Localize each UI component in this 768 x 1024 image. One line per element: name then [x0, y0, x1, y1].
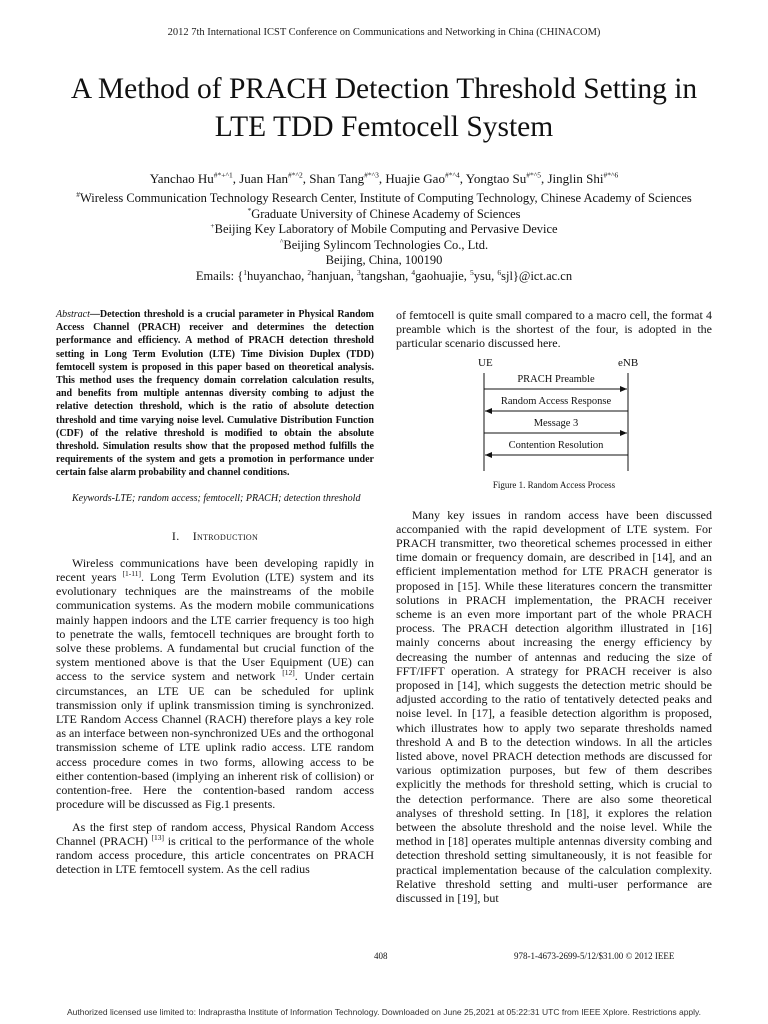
author-mark: #*^2 [288, 170, 303, 180]
affiliation-text: Beijing Sylincom Technologies Co., Ltd. [283, 237, 489, 252]
author-mark: #*^5 [526, 170, 541, 180]
keywords-text: LTE; random access; femtocell; PRACH; detection threshold [114, 492, 361, 504]
email-text: hanjuan, [311, 268, 357, 283]
abstract-lead: Abstract [56, 309, 90, 320]
message-arrow-head [620, 386, 627, 392]
email-text: sjl}@ict.ac.cn [501, 268, 573, 283]
author-name: Jinglin Shi [547, 171, 604, 186]
affiliation-line [0, 253, 768, 269]
author-mark: #*^4 [444, 170, 460, 180]
message-arrow-head [620, 430, 627, 436]
paragraph-text: . Under certain circumstances, an LTE UE can be scheduled for uplink transmission only if uplink transmission timing is synchronized. LTE Random Access Channel (RACH) therefore plays a key role as an interface between non-synchronized UEs and the orthogonal transmission scheme of LTE uplink radio access. LTE random access procedure comes in two forms, allowing access to be either contention-based (implying an inherent risk of collision) or contention-free. Here the contention-based random access procedure will be discussed as Fig.1 presents. [56, 669, 374, 812]
paragraph-text: . Long Term Evolution (LTE) system and its evolutionary techniques are the mainstreams of the mobile communication systems. As the modern mobile communications mainly happen indoors and the LTE carrier frequency is too high to penetrate the walls, femtocell techniques are brought forth to solve these problems. A fundamental but crucial function of the system mentioned above is that the User Equipment (UE) can access to the service system and network [56, 570, 374, 684]
message-label: Contention Resolution [508, 439, 604, 451]
email-mark: 5 [470, 267, 474, 277]
author-name: Juan Han [239, 171, 288, 186]
affiliation-text: Graduate University of Chinese Academy of Sciences [251, 206, 521, 221]
author-name: Huajie Gao [385, 171, 445, 186]
paper-title [30, 70, 738, 146]
right-column [396, 308, 712, 913]
affiliation-text: Beijing, China, 100190 [325, 253, 443, 268]
intro-paragraph-2 [56, 820, 374, 877]
paragraph-text: is critical to the performance of the whole random access procedure, this article concentrates on PRACH detection in LTE femtocell system. As the cell radius [56, 833, 374, 877]
abstract [56, 308, 374, 480]
page-number: 408 [374, 951, 388, 961]
right-paragraph-1: Many key issues in random access have been discussed accompanied with the rapid development of LTE system. For PRACH transmitter, two theoretical schemes processed in either time domain or frequency domain, are described in [14], and an efficient implementation method for LTE PRACH generator is proposed in [15]. While these literatures concern the transmitter solutions in PRACH implementation, the PRACH receiver scheme is an even more important part of the whole PRACH process. The PRACH detection algorithm illustrated in [16] mainly concerns about increasing the energy efficiency by decreasing the number of antennas and reducing the size of FFT/IFFT operation. A strategy for PRACH receiver is also proposed in [14], which suggests the detection metric should be adjusted according to the ratio of tentatively detected peaks and noise level. In [17], a feasible detection algorithm is proposed, which illustrates how to apply two separate thresholds named threshold A and B to the detection windows. In all the articles listed above, novel PRACH detection methods are discussed for various optimization purposes, but few of them describes explicitly the methods for threshold setting, which is crucial to the detection performance. There are also some theoretical analyses of threshold setting. In [18], it explores the relation between the absolute threshold and the noise level. While the method in [18] operates multiple antennas diversity combing and detection threshold setting simultaneously, it is not feasible for practical implementation because of the calculation complexity. Relative threshold setting and multi-user performance are discussed in [19], but [396, 507, 712, 906]
abstract-text: —Detection threshold is a crucial parameter in Physical Random Access Channel (PRACH) receiver and determines the detection performance and efficiency. A method of PRACH detection threshold setting in Long Term Evolution (LTE) Time Division Duplex (TDD) femtocell system is proposed in this paper based on theoretical analysis. This method uses the frequency domain correlation calculation results, and benefits from multiple antennas diversity combing to adjust the relative detection threshold, which is the ratio of absolute detection threshold and time varying noise level. Cumulative Distribution Function (CDF) of the relative threshold is modified to obtain the absolute threshold. Simulation results show that the proposed method fulfills the requirements of the system and gets a promotion in performance under certain false alarm probability and channel conditions. [56, 309, 374, 479]
email-text: tangshan, [360, 268, 412, 283]
affiliation-line [0, 191, 768, 207]
citation: [13] [151, 832, 165, 842]
affiliation-text: Beijing Key Laboratory of Mobile Computing and Pervasive Device [214, 222, 558, 237]
message-label: Message 3 [533, 417, 579, 429]
paragraph-text: As the first step of random access, Physical Random Access Channel (PRACH) [56, 819, 374, 848]
isbn-copyright: 978-1-4673-2699-5/12/$31.00 © 2012 IEEE [514, 951, 675, 961]
affiliations [0, 191, 768, 285]
right-paragraph-continued: of femtocell is quite small compared to a macro cell, the format 4 preamble which is the shortest of the four, is adopted in the particular scenario discussed here. [396, 308, 712, 351]
affiliation-mark: * [247, 205, 252, 215]
author-mark: #*^6 [603, 170, 619, 180]
email-mark: 6 [497, 267, 502, 277]
author-name: Yanchao Hu [149, 171, 214, 186]
section-heading-introduction [56, 529, 374, 544]
enb-label: eNB [618, 356, 639, 369]
affiliation-line [0, 207, 768, 223]
email-mark: 1 [243, 267, 247, 277]
figure-caption: Figure 1. Random Access Process [492, 479, 616, 490]
affiliation-mark: + [210, 221, 215, 231]
message-label: PRACH Preamble [517, 373, 595, 385]
email-mark: 3 [356, 267, 361, 277]
license-footer: Authorized licensed use limited to: Indraprastha Institute of Information Technology. Downloaded on June 25,2021 at 05:22:31 UTC from IEEE Xplore. Restrictions apply. [66, 1007, 702, 1017]
author-mark: #*+^1 [213, 170, 233, 180]
email-mark: 4 [411, 267, 416, 277]
author-name: Yongtao Su [465, 171, 527, 186]
affiliation-line [0, 238, 768, 254]
ue-label: UE [478, 356, 493, 369]
message-label: Random Access Response [500, 395, 612, 407]
conference-header: 2012 7th International ICST Conference on Communications and Networking in China (CHINACOM) [167, 27, 601, 38]
affiliation-lines [0, 191, 768, 269]
email-mark: 2 [307, 267, 312, 277]
message-arrow-head [485, 452, 492, 458]
keywords [56, 492, 374, 505]
section-number: I. [171, 528, 180, 543]
emails-prefix: Emails: { [195, 268, 244, 283]
email-text: gaohuajie, [415, 268, 470, 283]
emails-line [0, 269, 768, 285]
citation: [1-11] [122, 569, 141, 579]
keywords-lead: Keywords- [72, 492, 115, 504]
paragraph-text: Wireless communications have been developing rapidly in recent years [56, 555, 374, 585]
affiliation-line [0, 222, 768, 238]
author-name: Shan Tang [309, 171, 365, 186]
affiliation-mark: ^ [279, 236, 284, 246]
email-text: ysu, [473, 268, 498, 283]
affiliation-text: Wireless Communication Technology Research Center, Institute of Computing Technology, Chinese Academy of Sciences [79, 191, 692, 205]
section-title: Introduction [192, 528, 259, 543]
email-text: huyanchao, [246, 268, 308, 283]
title-line-2: LTE TDD Femtocell System [214, 111, 554, 143]
citation: [12] [282, 668, 295, 678]
left-column [56, 308, 374, 884]
intro-paragraph-1 [56, 556, 374, 812]
affiliation-mark: # [76, 189, 80, 199]
figure-random-access-process [396, 356, 712, 474]
title-line-1: A Method of PRACH Detection Threshold Setting in [70, 73, 698, 105]
author-list: Yanchao $Hu^{\#*+\^{}1}$, Juan Han$^{\#*\^{}2}$, Shan Tang$^{\#*\^{}3}$, Huajie Gao$^{\#*\^{}4}$, Yongtao $Su^{\#*\^{}5}$, Jinglin Shi$^{\#*\^{}6}$ [149, 170, 619, 186]
message-arrow-head [485, 408, 492, 414]
author-mark: #*^3 [364, 170, 379, 180]
